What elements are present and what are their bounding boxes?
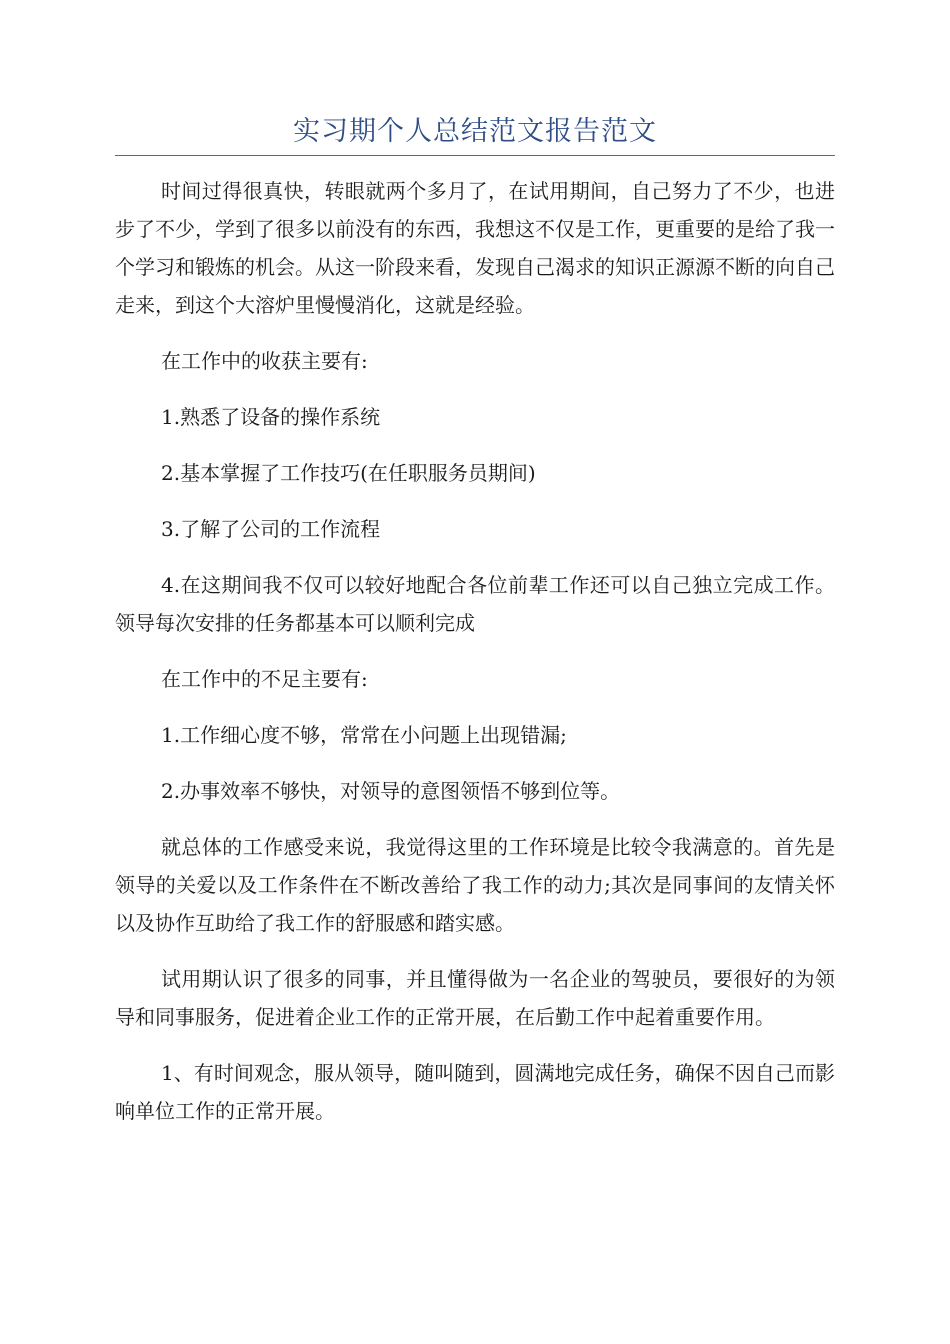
shortcoming-item-2: 2.办事效率不够快，对领导的意图领悟不够到位等。 (161, 779, 621, 803)
title-underline (115, 155, 835, 156)
gain-item-2: 2.基本掌握了工作技巧(在任职服务员期间) (161, 461, 536, 485)
paragraph-intro: 时间过得很真快，转眼就两个多月了，在试用期间，自己努力了不少，也进步了不少，学到了很多以前没有的东西，我想这不仅是工作，更重要的是给了我一个学习和锻炼的机会。从这一阶段来看，发现自己渴求的知识正源源不断的向自己走来，到这个大溶炉里慢慢消化，这就是经验。 (115, 179, 835, 317)
paragraph-trial-period: 试用期认识了很多的同事，并且懂得做为一名企业的驾驶员，要很好的为领导和同事服务，促进着企业工作的正常开展，在后勤工作中起着重要作用。 (115, 967, 835, 1029)
document-body (115, 172, 835, 1148)
paragraph-overall-feeling: 就总体的工作感受来说，我觉得这里的工作环境是比较令我满意的。首先是领导的关爱以及工作条件在不断改善给了我工作的动力;其次是同事间的友情关怀以及协作互助给了我工作的舒服感和踏实感。 (115, 835, 835, 935)
gain-item-1: 1.熟悉了设备的操作系统 (161, 405, 381, 429)
heading-shortcomings: 在工作中的不足主要有: (161, 667, 368, 691)
gain-item-3: 3.了解了公司的工作流程 (161, 517, 381, 541)
document-title: 实习期个人总结范文报告范文 (293, 116, 657, 147)
point-item-1: 1、有时间观念，服从领导，随叫随到，圆满地完成任务，确保不因自己而影响单位工作的正常开展。 (115, 1061, 835, 1123)
shortcoming-item-1: 1.工作细心度不够，常常在小问题上出现错漏; (161, 723, 567, 747)
heading-gains: 在工作中的收获主要有: (161, 349, 368, 373)
gain-item-4: 4.在这期间我不仅可以较好地配合各位前辈工作还可以自己独立完成工作。领导每次安排的任务都基本可以顺利完成 (115, 573, 835, 635)
